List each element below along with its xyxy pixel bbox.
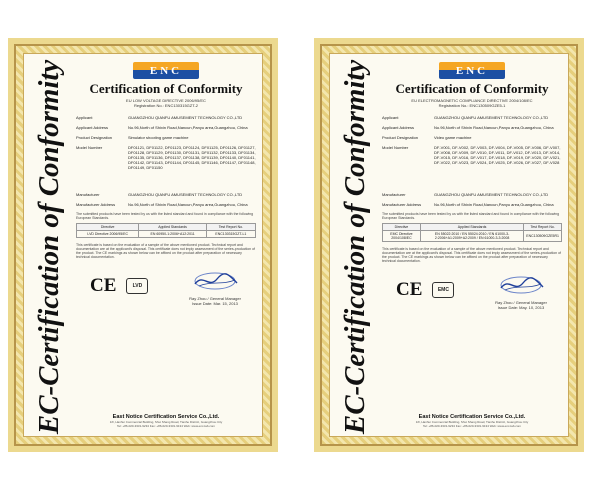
logo-text: ENC <box>455 64 489 77</box>
table-header-row <box>383 224 562 231</box>
certificate-body <box>23 53 263 437</box>
vertical-title-text: EC-Certification of Conformity <box>339 75 372 435</box>
field-label: Manufacturer <box>76 192 100 197</box>
field-list <box>76 115 256 207</box>
table-cell: ENC130509GZE5R1 <box>524 231 562 242</box>
field-row <box>382 192 562 197</box>
field-label: Model Number <box>382 145 409 150</box>
intro-text: The submitted products have been tested by us with the listed standard and found in compliance with the following European Standards. <box>76 212 254 220</box>
table-row <box>383 231 562 242</box>
table-header-cell: Directive <box>383 224 421 231</box>
issuer-name: East Notice Certification Service Co.,Ltd. <box>112 414 220 420</box>
field-value: GUANGZHOU QIANFU AMUSEMENT TECHNOLOGY CO.,LTD <box>434 115 549 120</box>
field-list <box>382 115 562 207</box>
decorative-border <box>320 44 578 446</box>
field-row <box>76 135 256 140</box>
marks-area <box>382 273 562 310</box>
field-value: No.96,North of Shixin Road,Nancun,Panyu area,Guangzhou, China <box>434 125 554 130</box>
issuer-block <box>382 414 562 428</box>
certificate-emc <box>314 38 584 452</box>
field-value: DF01121, DF01122, DF01123, DF01124, DF01125, DF01126, DF01127, DF01128, DF01129, DF01130, DF01131, DF01132, DF01133, DF01134, DF01135, DF01136, DF01137, DF01138, DF01139, DF01140, DF01141, DF01142, DF01143, DF01144, DF01145, DF01146, DF01147, DF01148, DF01149, DF01150 <box>128 145 256 170</box>
field-row <box>76 125 256 130</box>
signature-block <box>482 275 560 310</box>
issue-date: Issue Date: Mar. 15, 2013 <box>192 301 238 306</box>
signature-block <box>176 271 254 306</box>
mark-label: LVD <box>132 283 143 289</box>
field-row <box>76 202 256 207</box>
ce-mark-icon: CE <box>396 279 423 300</box>
field-value: DF-V001, DF-V002, DF-V003, DF-V004, DF-V005, DF-V006, DF-V007, DF-V008, DF-V009, DF-V010, DF-V011, DF-V012, DF-V013, DF-V014, DF-V015, DF-V016, DF-V017, DF-V018, DF-V019, DF-V020, DF-V021, DF-V022, DF-V023, DF-V024, DF-V025, DF-V026, DF-V027, DF-V028 <box>434 145 561 165</box>
field-value: No.96,North of Shixin Road,Nancun,Panyu area,Guangzhou, China <box>128 125 248 130</box>
table-cell: EN 55022:2010 / EN 55024:2010 / EN 61000-3-2:2006+A1:2009+A2:2009 / EN 61000-3-3:2008 <box>420 231 523 242</box>
vertical-title-text: EC-Certification of Conformity <box>33 75 66 435</box>
issuer-name: East Notice Certification Service Co.,Ltd. <box>418 414 526 420</box>
directive-mark-badge <box>126 278 148 294</box>
field-label: Manufacturer Address <box>76 202 116 207</box>
field-label: Product Designation <box>76 135 113 140</box>
field-value: GUANGZHOU QIANFU AMUSEMENT TECHNOLOGY CO.,LTD <box>128 115 243 120</box>
field-row <box>382 115 562 120</box>
field-label: Applicant <box>382 115 399 120</box>
field-row <box>382 145 562 187</box>
field-value: GUANGZHOU QIANFU AMUSEMENT TECHNOLOGY CO.,LTD <box>128 192 243 197</box>
table-header-cell: Applied Standards <box>139 224 206 231</box>
certificate-lvd <box>8 38 278 452</box>
field-label: Product Designation <box>382 135 419 140</box>
registration-number: Registration No.: ENC130509GZE5-1 <box>438 103 506 108</box>
directive-line: EU ELECTROMAGNETIC COMPLIANCE DIRECTIVE 2004/108/EC <box>411 98 533 103</box>
table-cell: EMC Directive 2004/108/EC <box>383 231 421 242</box>
field-value: No.96,North of Shixin Road,Nancun,Panyu area,Guangzhou, China <box>434 202 554 207</box>
logo-text: ENC <box>149 64 183 77</box>
registration-number: Registration No.: ENC130315GZT-2 <box>133 103 199 108</box>
signer-name: Ray Zhou / General Manager <box>495 300 547 305</box>
field-row <box>382 202 562 207</box>
vertical-title <box>332 54 376 436</box>
field-label: Applicant Address <box>76 125 109 130</box>
mark-label: EMC <box>437 287 449 293</box>
enc-logo <box>133 62 199 79</box>
table-header-cell: Test Report No. <box>524 224 562 231</box>
field-row <box>76 192 256 197</box>
field-row <box>76 115 256 120</box>
certificate-body <box>329 53 569 437</box>
table-header-cell: Applied Standards <box>420 224 523 231</box>
field-label: Model Number <box>76 145 103 150</box>
field-row <box>382 135 562 140</box>
marks-area <box>76 269 256 306</box>
table-cell: EN 60950-1:2006+A12:2011 <box>139 231 206 238</box>
table-header-row <box>77 224 256 231</box>
footer-text: This certificate is based on the evaluation of a sample of the above mentioned product. Technical report and documentation are at the applicant's disposal. This certificate does not imply assessment of the series-production of the product. The CE markings as shown below can be affixed on the product after preparation of necessary technical documentation. <box>76 243 256 259</box>
certificate-title: Certification of Conformity <box>89 81 243 96</box>
decorative-border <box>14 44 272 446</box>
issuer-contact: Tel: +86-020-3331-9234 Fax: +86-020-3331-9134 Web: www.enc-lab.com <box>116 424 215 428</box>
table-cell: LVD Directive 2006/95/EC <box>77 231 139 238</box>
table-cell: ENC130315GZT-L1 <box>206 231 255 238</box>
enc-logo <box>439 62 505 79</box>
signer-name: Ray Zhou / General Manager <box>189 296 241 301</box>
directive-mark-badge <box>432 282 454 298</box>
field-label: Manufacturer Address <box>382 202 422 207</box>
field-label: Manufacturer <box>382 192 406 197</box>
standards-table <box>76 223 256 238</box>
field-row <box>76 145 256 187</box>
field-label: Applicant <box>76 115 93 120</box>
field-label: Applicant Address <box>382 125 415 130</box>
field-value: Video game machine <box>434 135 472 140</box>
certificate-title: Certification of Conformity <box>395 81 549 96</box>
signature-stamp-icon <box>185 271 245 291</box>
table-header-cell: Test Report No. <box>206 224 255 231</box>
signature-stamp-icon <box>491 275 551 295</box>
issuer-address: 1/F, Hanhui Commercial Building, Shui Shang Road, Tianhe District, Guangzhou City <box>415 420 529 424</box>
intro-text: The submitted products have been tested by us with the listed standard and found in compliance with the following European Standards. <box>382 212 560 220</box>
table-header-cell: Directive <box>77 224 139 231</box>
issuer-address: 1/F, Hanhui Commercial Building, Shui Shang Road, Tianhe District, Guangzhou City <box>109 420 223 424</box>
field-value: GUANGZHOU QIANFU AMUSEMENT TECHNOLOGY CO.,LTD <box>434 192 549 197</box>
issuer-block <box>76 414 256 428</box>
standards-table <box>382 223 562 242</box>
field-value: No.96,North of Shixin Road,Nancun,Panyu area,Guangzhou, China <box>128 202 248 207</box>
table-row <box>77 231 256 238</box>
issuer-contact: Tel: +86-020-3331-9234 Fax: +86-020-3331-9134 Web: www.enc-lab.com <box>422 424 521 428</box>
field-row <box>382 125 562 130</box>
issue-date: Issue Date: May. 10, 2013 <box>497 305 545 310</box>
ce-mark-icon: CE <box>90 275 117 296</box>
vertical-title <box>26 54 70 436</box>
field-value: Simulator shooting game machine <box>128 135 189 140</box>
directive-line: EU LOW VOLTAGE DIRECTIVE 2006/95/EC <box>126 98 206 103</box>
footer-text: This certificate is based on the evaluation of a sample of the above mentioned product. Technical report and documentation are at the applicant's disposal. This certificate does not imply assessment of the series-production of the product. The CE markings as shown below can be affixed on the product after preparation of necessary technical documentation. <box>382 247 562 263</box>
